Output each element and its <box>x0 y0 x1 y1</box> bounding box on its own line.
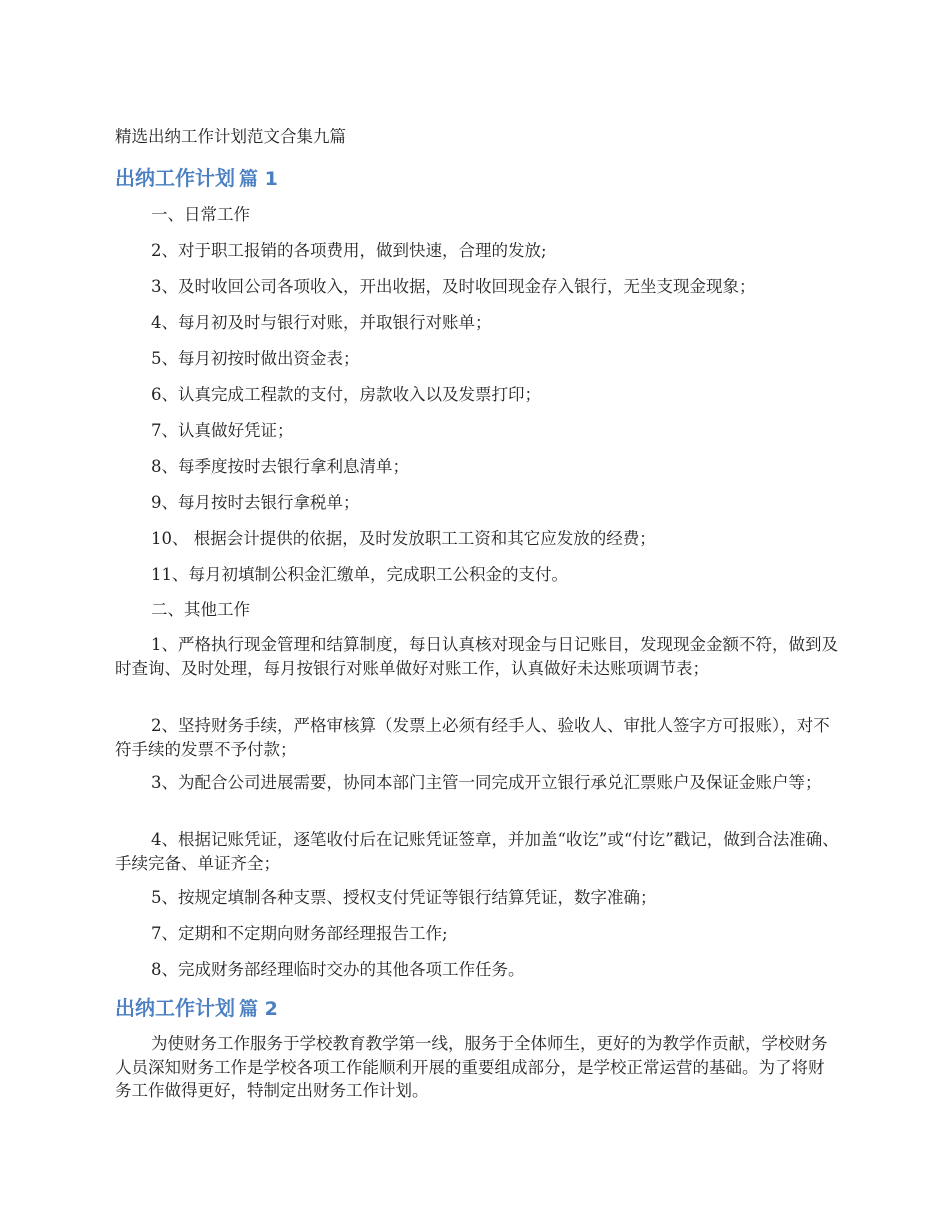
section-2-heading-text: 出纳工作计划 <box>115 996 235 1020</box>
paragraph: 2、对于职工报销的各项费用，做到快速，合理的发放; <box>151 241 547 260</box>
paragraph: 9、每月按时去银行拿税单； <box>151 493 360 512</box>
paragraph: 4、根据记账凭证，逐笔收付后在记账凭证签章，并加盖“收讫”或“付讫”戳记，做到合法准确、手续完备、单证齐全； <box>115 830 839 873</box>
paragraph: 2、坚持财务手续，严格审核算（发票上必须有经手人、验收人、审批人签字方可报账），对不符手续的发票不予付款； <box>115 716 830 759</box>
section-1-heading-text: 出纳工作计划 <box>115 166 235 190</box>
paragraph: 5、按规定填制各种支票、授权支付凭证等银行结算凭证，数字准确； <box>151 888 657 907</box>
paragraph: 3、为配合公司进展需要，协同本部门主管一同完成开立银行承兑汇票账户及保证金账户等； <box>151 773 822 792</box>
paragraph: 8、每季度按时去银行拿利息清单； <box>151 457 409 476</box>
section-1-heading <box>115 165 278 192</box>
paragraph: 10、 根据会计提供的依据，及时发放职工工资和其它应发放的经费； <box>151 529 656 548</box>
section-2-heading <box>115 995 278 1022</box>
paragraph: 7、定期和不定期向财务部经理报告工作; <box>151 924 448 943</box>
paragraph: 一、日常工作 <box>151 205 250 224</box>
document-title: 精选出纳工作计划范文合集九篇 <box>115 127 346 146</box>
section-1-heading-number: 篇 1 <box>239 168 278 190</box>
paragraph: 4、每月初及时与银行对账，并取银行对账单； <box>151 313 492 332</box>
section-2-heading-number: 篇 2 <box>239 998 278 1020</box>
paragraph: 7、认真做好凭证； <box>151 421 294 440</box>
paragraph: 6、认真完成工程款的支付，房款收入以及发票打印； <box>151 385 541 404</box>
paragraph: 二、其他工作 <box>151 600 250 619</box>
paragraph: 5、每月初按时做出资金表； <box>151 349 360 368</box>
paragraph: 1、严格执行现金管理和结算制度，每日认真核对现金与日记账目，发现现金金额不符，做到及时查询、及时处理，每月按银行对账单做好对账工作，认真做好未达账项调节表； <box>115 635 838 678</box>
paragraph: 3、及时收回公司各项收入，开出收据，及时收回现金存入银行，无坐支现金现象； <box>151 277 756 296</box>
paragraph: 8、完成财务部经理临时交办的其他各项工作任务。 <box>151 960 525 979</box>
paragraph: 为使财务工作服务于学校教育教学第一线，服务于全体师生，更好的为教学作贡献，学校财务人员深知财务工作是学校各项工作能顺利开展的重要组成部分，是学校正常运营的基础。为了将财务工作做得更好，特制定出财务工作计划。 <box>115 1034 828 1100</box>
paragraph: 11、每月初填制公积金汇缴单，完成职工公积金的支付。 <box>151 565 568 584</box>
